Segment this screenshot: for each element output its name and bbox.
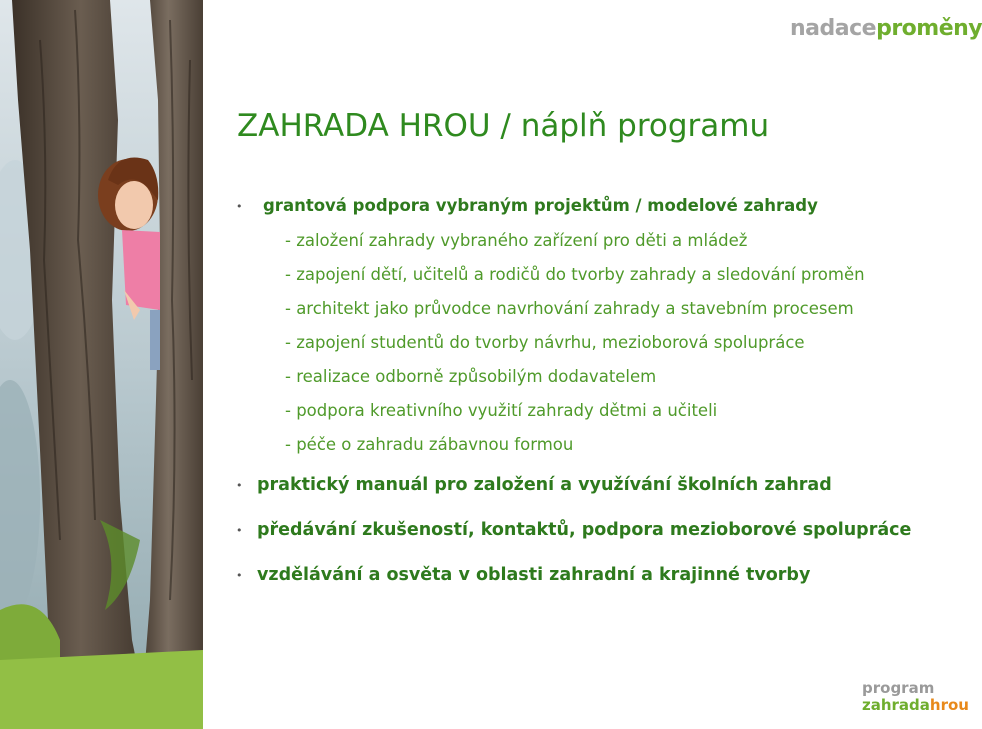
sub-point: - realizace odborně způsobilým dodavatelem <box>285 367 657 386</box>
tree-child-illustration <box>0 0 203 729</box>
program-logo-word-zahrada: zahrada <box>862 696 930 714</box>
bullet-marker: • <box>236 524 243 537</box>
logo-part-nadace: nadace <box>790 16 877 41</box>
main-point-experience: předávání zkušeností, kontaktů, podpora mezioborové spolupráce <box>257 520 912 540</box>
program-zahrada-hrou-logo <box>862 680 969 714</box>
bullet-marker: • <box>236 200 243 213</box>
tree-child-photo <box>0 0 203 729</box>
sub-point: - podpora kreativního využití zahrady dětmi a učiteli <box>285 401 718 420</box>
program-logo-word-hrou: hrou <box>929 696 969 714</box>
sub-point: - zapojení dětí, učitelů a rodičů do tvorby zahrady a sledování proměn <box>285 265 865 284</box>
logo-part-promeny: proměny <box>876 16 982 41</box>
bullet-marker: • <box>236 569 243 582</box>
sub-point: - zapojení studentů do tvorby návrhu, mezioborová spolupráce <box>285 333 805 352</box>
program-logo-line2 <box>862 697 969 714</box>
sub-point: - architekt jako průvodce navrhování zahrady a stavebním procesem <box>285 299 854 318</box>
program-logo-line1: program <box>862 679 935 697</box>
sub-point: - založení zahrady vybraného zařízení pro děti a mládež <box>285 231 748 250</box>
main-point-grants: grantová podpora vybraným projektům / modelové zahrady <box>263 196 818 215</box>
slide-title: ZAHRADA HROU / náplň programu <box>237 108 770 144</box>
main-point-manual: praktický manuál pro založení a využívání školních zahrad <box>257 475 832 495</box>
bullet-marker: • <box>236 479 243 492</box>
nadace-promeny-logo <box>790 16 982 41</box>
sub-point: - péče o zahradu zábavnou formou <box>285 435 574 454</box>
main-point-education: vzdělávání a osvěta v oblasti zahradní a krajinné tvorby <box>257 565 811 585</box>
